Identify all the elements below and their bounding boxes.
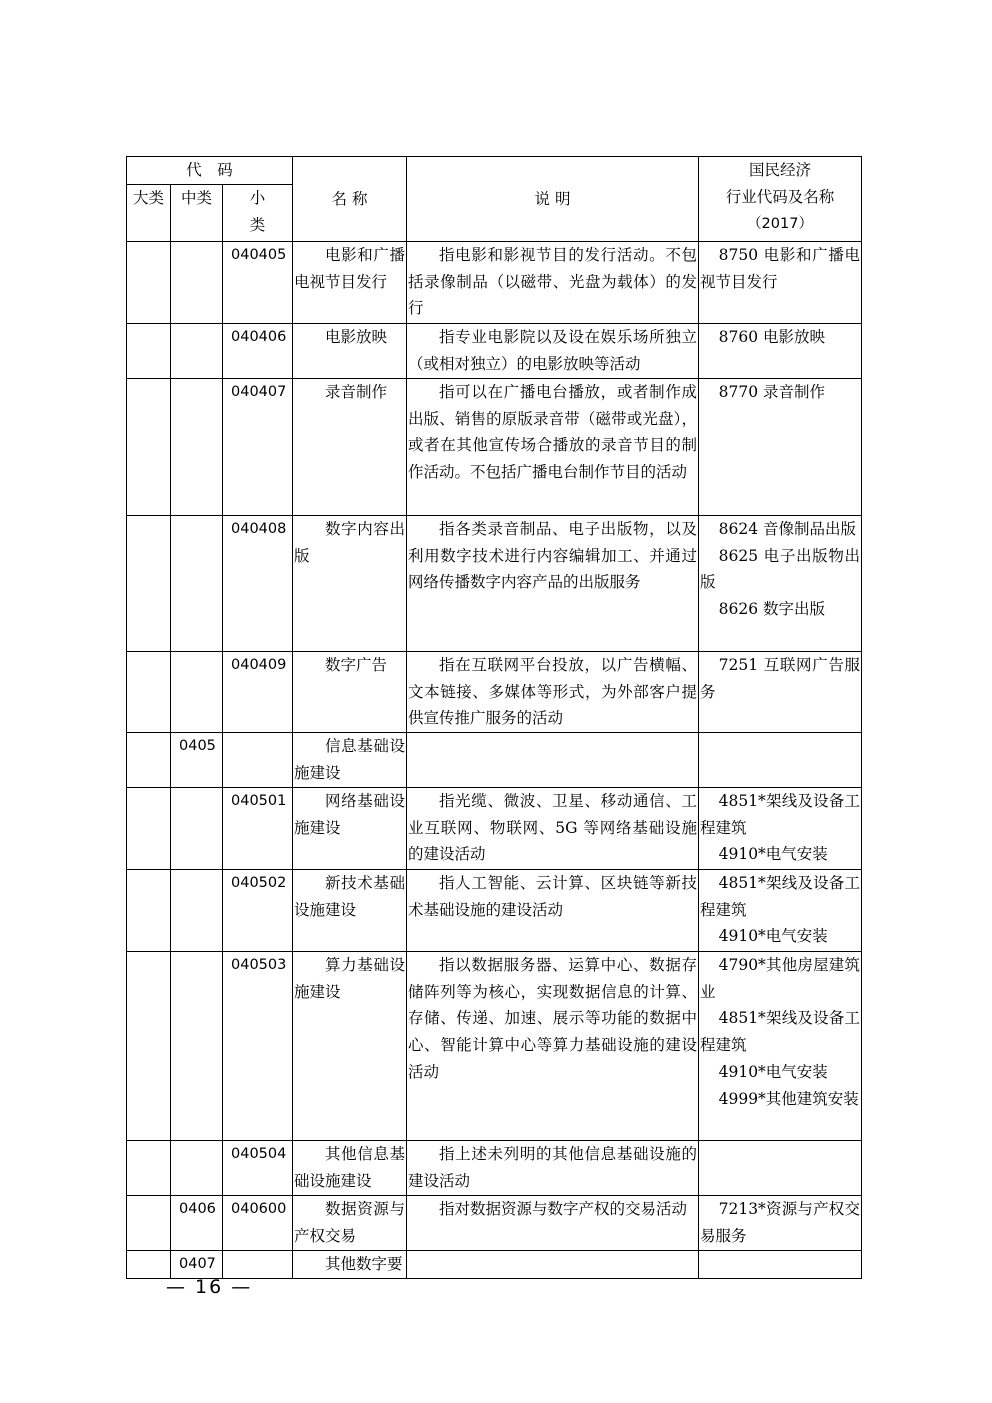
desc-cell: 指各类录音制品、电子出版物，以及利用数字技术进行内容编辑加工、并通过网络传播数字内容产品的出版服务 (407, 515, 699, 651)
desc-cell: 指光缆、微波、卫星、移动通信、工业互联网、物联网、5G 等网络基础设施的建设活动 (407, 787, 699, 869)
table-row (127, 241, 862, 323)
major-code-cell (127, 651, 171, 732)
header-national-line1: 国民经济 (749, 161, 812, 179)
national-industry-item: 4910*电气安装 (718, 1062, 828, 1081)
header-middle: 中类 (171, 184, 223, 241)
major-code-cell (127, 378, 171, 515)
minor-code-cell (223, 1250, 293, 1278)
national-industry-item: 8625 电子出版物出版 (700, 546, 861, 592)
classification-table (126, 156, 862, 1279)
middle-code-cell (171, 651, 223, 732)
page-number: — 16 — (166, 1276, 253, 1298)
national-cell (699, 1250, 862, 1278)
national-cell (699, 869, 862, 951)
desc-cell (407, 1250, 699, 1278)
middle-code-cell: 0405 (171, 733, 223, 788)
desc-cell: 指以数据服务器、运算中心、数据存储阵列等为核心，实现数据信息的计算、存储、传递、加速、展示等功能的数据中心、智能计算中心等算力基础设施的建设活动 (407, 951, 699, 1140)
desc-cell: 指电影和影视节目的发行活动。不包括录像制品（以磁带、光盘为载体）的发行 (407, 241, 699, 323)
name-cell: 数字内容出版 (293, 515, 407, 651)
middle-code-cell (171, 241, 223, 323)
national-industry-item: 4851*架线及设备工程建筑 (700, 1009, 861, 1055)
name-cell: 电影和广播电视节目发行 (293, 241, 407, 323)
minor-code-cell: 040408 (223, 515, 293, 651)
table-row (127, 378, 862, 515)
minor-code-cell (223, 733, 293, 788)
national-cell (699, 1140, 862, 1195)
middle-code-cell: 0406 (171, 1195, 223, 1250)
desc-cell: 指上述未列明的其他信息基础设施的建设活动 (407, 1140, 699, 1195)
header-name: 名 称 (293, 157, 407, 242)
name-cell: 数据资源与产权交易 (293, 1195, 407, 1250)
national-cell (699, 241, 862, 323)
table-row (127, 733, 862, 788)
minor-code-cell: 040502 (223, 869, 293, 951)
national-cell (699, 951, 862, 1140)
header-code: 代 码 (127, 157, 293, 185)
header-minor: 小类 (223, 184, 293, 241)
header-national (699, 157, 862, 242)
desc-cell: 指专业电影院以及设在娱乐场所独立（或相对独立）的电影放映等活动 (407, 323, 699, 378)
table-row (127, 951, 862, 1140)
middle-code-cell (171, 378, 223, 515)
major-code-cell (127, 241, 171, 323)
national-industry-item: 8760 电影放映 (718, 327, 825, 346)
minor-code-cell: 040600 (223, 1195, 293, 1250)
national-industry-item: 4910*电气安装 (718, 927, 828, 946)
name-cell: 其他数字要 (293, 1250, 407, 1278)
table-row (127, 1195, 862, 1250)
minor-code-cell: 040407 (223, 378, 293, 515)
header-national-line3: （2017） (747, 215, 813, 232)
national-cell (699, 787, 862, 869)
name-cell: 网络基础设施建设 (293, 787, 407, 869)
national-industry-item: 7213*资源与产权交易服务 (700, 1199, 861, 1245)
table-row (127, 515, 862, 651)
national-industry-item: 8626 数字出版 (718, 600, 825, 619)
national-industry-item: 8624 音像制品出版 (718, 519, 856, 538)
national-industry-item: 7251 互联网广告服务 (700, 655, 861, 701)
minor-code-cell: 040504 (223, 1140, 293, 1195)
desc-cell: 指可以在广播电台播放，或者制作成出版、销售的原版录音带（磁带或光盘），或者在其他宣传场合播放的录音节目的制作活动。不包括广播电台制作节目的活动 (407, 378, 699, 515)
major-code-cell (127, 1140, 171, 1195)
name-cell: 数字广告 (293, 651, 407, 732)
major-code-cell (127, 869, 171, 951)
minor-code-cell: 040405 (223, 241, 293, 323)
table-row (127, 1140, 862, 1195)
desc-cell: 指对数据资源与数字产权的交易活动 (407, 1195, 699, 1250)
middle-code-cell (171, 869, 223, 951)
name-cell: 新技术基础设施建设 (293, 869, 407, 951)
header-desc: 说 明 (407, 157, 699, 242)
national-industry-item: 8770 录音制作 (718, 382, 825, 401)
major-code-cell (127, 323, 171, 378)
national-cell (699, 651, 862, 732)
national-cell (699, 515, 862, 651)
name-cell: 信息基础设施建设 (293, 733, 407, 788)
middle-code-cell (171, 951, 223, 1140)
major-code-cell (127, 1195, 171, 1250)
national-industry-item: 4851*架线及设备工程建筑 (700, 873, 861, 919)
middle-code-cell (171, 515, 223, 651)
national-industry-item: 4790*其他房屋建筑业 (700, 955, 861, 1001)
national-industry-item: 8750 电影和广播电视节目发行 (700, 245, 861, 291)
table-row (127, 651, 862, 732)
major-code-cell (127, 787, 171, 869)
name-cell: 算力基础设施建设 (293, 951, 407, 1140)
national-cell (699, 378, 862, 515)
middle-code-cell (171, 323, 223, 378)
national-cell (699, 733, 862, 788)
table-row (127, 869, 862, 951)
name-cell: 录音制作 (293, 378, 407, 515)
header-national-line2: 行业代码及名称 (725, 187, 835, 206)
header-row-1 (127, 157, 862, 185)
middle-code-cell (171, 787, 223, 869)
table-row (127, 787, 862, 869)
major-code-cell (127, 515, 171, 651)
minor-code-cell: 040501 (223, 787, 293, 869)
header-major: 大类 (127, 184, 171, 241)
table-row (127, 1250, 862, 1278)
national-industry-item: 4910*电气安装 (718, 845, 828, 864)
desc-cell (407, 733, 699, 788)
major-code-cell (127, 733, 171, 788)
national-industry-item: 4851*架线及设备工程建筑 (700, 791, 861, 837)
middle-code-cell: 0407 (171, 1250, 223, 1278)
name-cell: 其他信息基础设施建设 (293, 1140, 407, 1195)
major-code-cell (127, 951, 171, 1140)
desc-cell: 指在互联网平台投放，以广告横幅、文本链接、多媒体等形式，为外部客户提供宣传推广服务的活动 (407, 651, 699, 732)
name-cell: 电影放映 (293, 323, 407, 378)
minor-code-cell: 040406 (223, 323, 293, 378)
major-code-cell (127, 1250, 171, 1278)
desc-cell: 指人工智能、云计算、区块链等新技术基础设施的建设活动 (407, 869, 699, 951)
national-cell (699, 1195, 862, 1250)
table-row (127, 323, 862, 378)
national-industry-item: 4999*其他建筑安装 (718, 1089, 859, 1108)
minor-code-cell: 040503 (223, 951, 293, 1140)
middle-code-cell (171, 1140, 223, 1195)
minor-code-cell: 040409 (223, 651, 293, 732)
national-cell (699, 323, 862, 378)
